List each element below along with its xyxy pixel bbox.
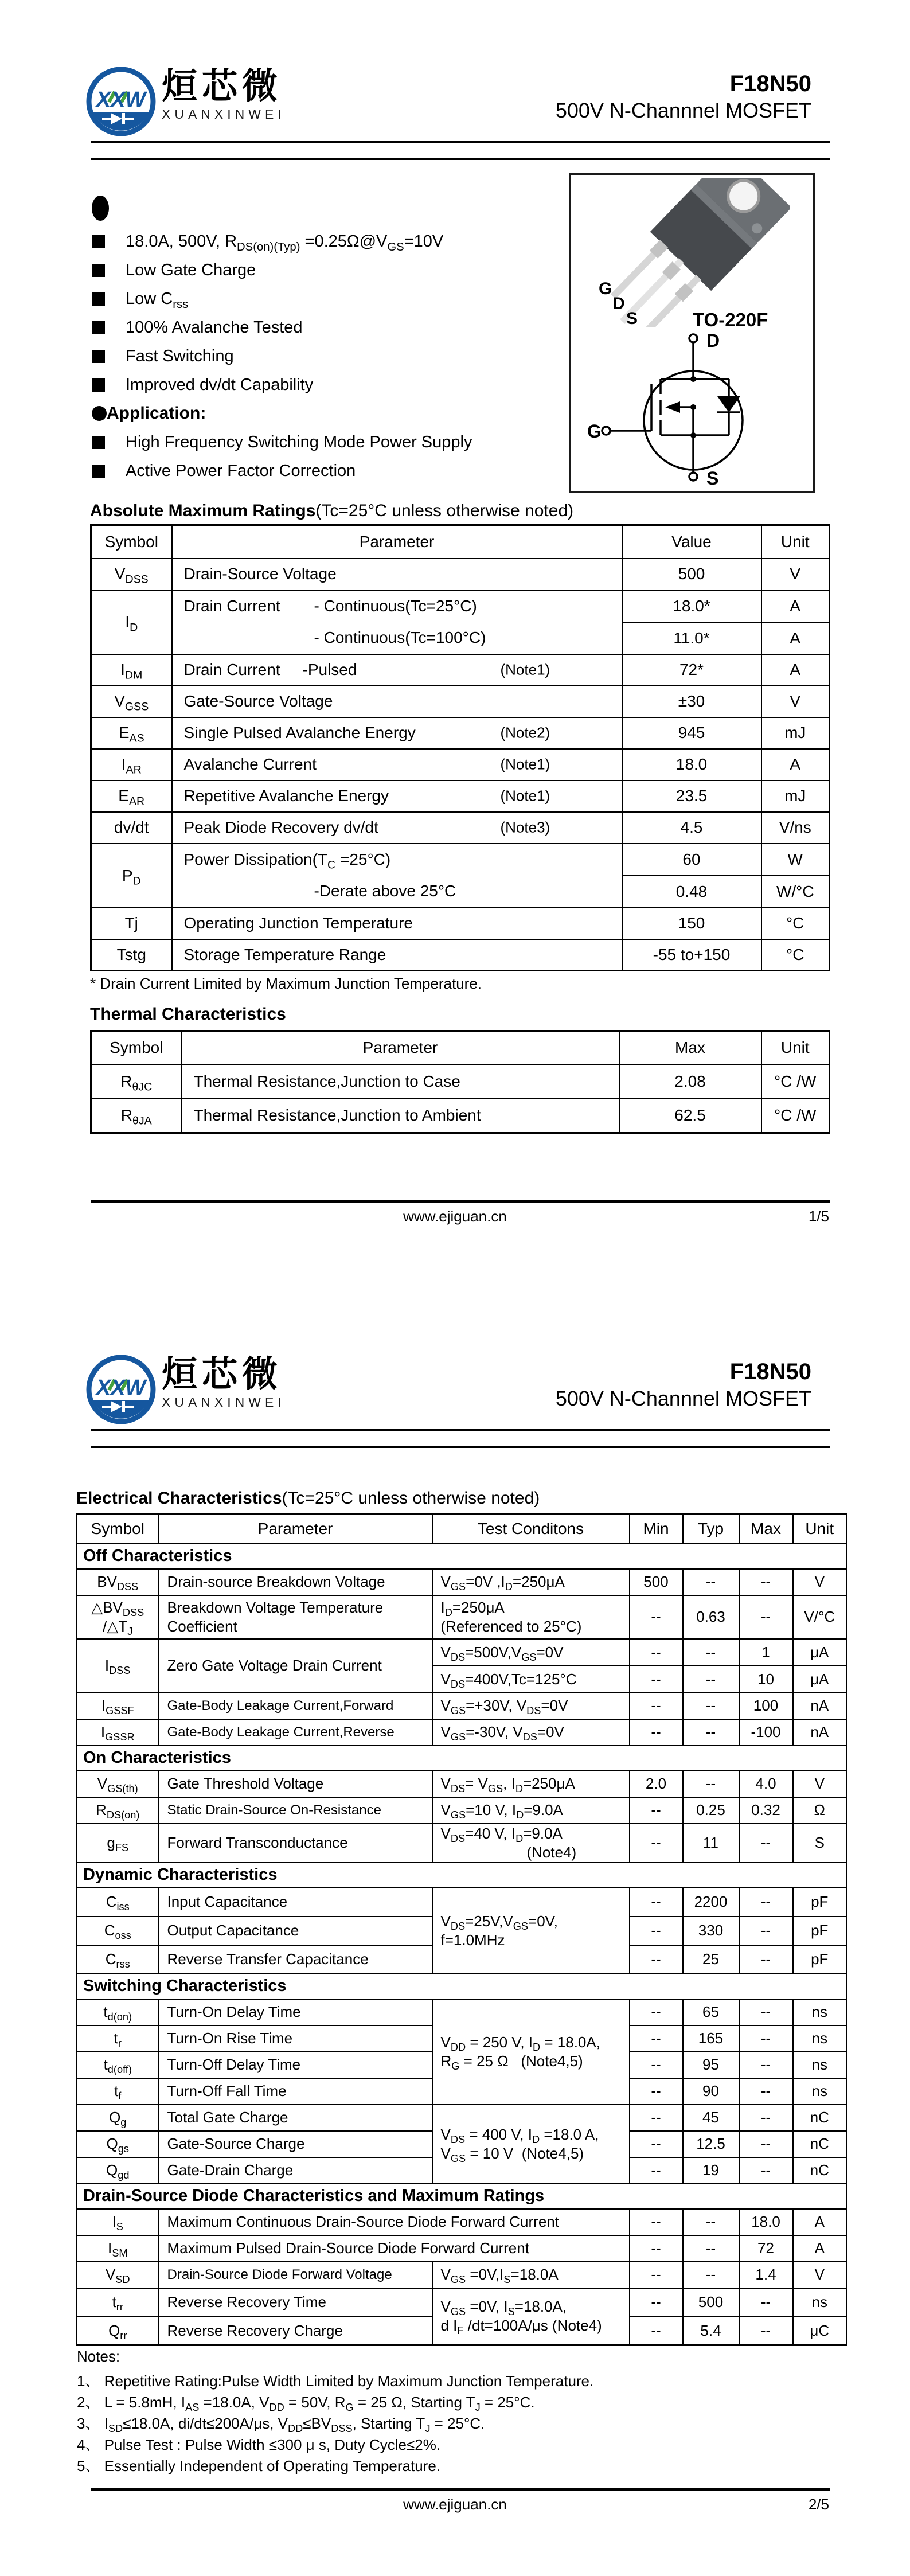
table-row: $V_{SD}$ Drain-Source Diode Forward Voltage $V_{GS} =0V,I_S=18.0A$ -- -- 1.4 V xyxy=(77,2262,847,2288)
brand-text xyxy=(162,67,286,122)
application-header: Application: xyxy=(92,399,562,428)
unit-cell: W/°C xyxy=(761,876,830,908)
table-row xyxy=(91,812,830,844)
feature-item xyxy=(92,342,562,370)
footer-url: www.ejiguan.cn xyxy=(403,2496,507,2513)
unit-cell: mJ xyxy=(761,717,830,749)
symbol-cell: $P_D$ xyxy=(91,844,172,908)
unit-cell: V xyxy=(761,686,830,717)
unit-cell: A xyxy=(761,622,830,654)
feature-text: Fast Switching xyxy=(126,346,234,365)
thermal-characteristics-table xyxy=(90,1030,830,1134)
note-item: 1、 Repetitive Rating:Pulse Width Limited by Maximum Junction Temperature. xyxy=(77,2372,594,2390)
bullet-square-icon xyxy=(92,321,105,334)
application-item xyxy=(92,456,562,485)
table-row xyxy=(91,1064,830,1099)
unit-cell: W xyxy=(761,844,830,876)
col-max: Max xyxy=(619,1031,761,1064)
col-parameter: Parameter xyxy=(182,1031,619,1064)
parameter-cell: Repetitive Avalanche Energy (Note1) xyxy=(172,780,622,812)
col-parameter: Parameter xyxy=(159,1514,432,1544)
col-max: Max xyxy=(739,1514,793,1544)
value-cell: 72* xyxy=(622,654,761,686)
application-text: Active Power Factor Correction xyxy=(126,461,356,480)
table-row: $t_{d(off)}$ Turn-Off Delay Time -- 95 -- ns xyxy=(77,2052,847,2078)
table-row: $BV_{DSS}$ Drain-source Breakdown Voltage $V_{GS}=0V$ $,I_D=250\mu A$ 500 -- -- V xyxy=(77,1569,847,1595)
symbol-cell: $I_D$ xyxy=(91,590,172,654)
symbol-cell: $I_{AR}$ xyxy=(91,749,172,780)
table-row xyxy=(91,1099,830,1133)
table-header-row xyxy=(91,1031,830,1064)
product-subtitle: 500V N-Channnel MOSFET xyxy=(555,1387,811,1410)
bullet-square-icon xyxy=(92,292,105,306)
package-pin-label-d: D xyxy=(612,294,625,313)
parameter-cell: Drain Current -Pulsed (Note1) xyxy=(172,654,622,686)
value-cell: ±30 xyxy=(622,686,761,717)
features-list xyxy=(92,189,562,485)
note-ref: (Note1) xyxy=(500,755,550,773)
parameter-cell: Gate-Source Voltage xyxy=(172,686,622,717)
table-row: $V_{GS(th)}$ Gate Threshold Voltage $V_{DS}= V_{GS}$, $I_D=250\mu A$ 2.0 -- 4.0 V xyxy=(77,1771,847,1797)
electrical-characteristics-table xyxy=(76,1513,847,2346)
bullet-dot-icon xyxy=(92,406,107,421)
footer-rule xyxy=(91,2488,830,2491)
table-row xyxy=(91,654,830,686)
table-row: $I_S$ Maximum Continuous Drain-Source Diode Forward Current -- -- 18.0 A xyxy=(77,2209,847,2235)
value-cell: 23.5 xyxy=(622,780,761,812)
table-row: $C_{iss}$ Input Capacitance $V_{DS}=25V,V_{GS}=0V$, f=1.0MHz -- 2200 -- pF xyxy=(77,1888,847,1917)
header-rule-bottom xyxy=(91,1446,830,1448)
unit-cell: V xyxy=(761,559,830,590)
header-rule-top xyxy=(91,1429,830,1431)
col-symbol: Symbol xyxy=(77,1514,159,1544)
table-header-row xyxy=(91,525,830,559)
abs-max-footnote: * Drain Current Limited by Maximum Junction Temperature. xyxy=(90,975,482,992)
logo-circle-icon xyxy=(86,67,156,136)
feature-text: 100% Avalanche Tested xyxy=(126,318,303,337)
features-bullet xyxy=(92,189,562,227)
unit-cell: °C /W xyxy=(761,1064,830,1099)
section-row-diode-characteristics: Drain-Source Diode Characteristics and Maximum Ratings xyxy=(77,2184,847,2209)
bullet-square-icon xyxy=(92,235,105,248)
note-item: 5、 Essentially Independent of Operating Temperature. xyxy=(77,2457,441,2474)
package-pin-label-g: G xyxy=(599,279,612,298)
note-item: 3、 $I_{SD}\le 18.0A$, di/dt≤200A/μs, $V_{DD}\le BV_{DSS}$, Starting $T_J = 25^\circ C$. xyxy=(77,2415,485,2435)
symbol-cell: $E_{AR}$ xyxy=(91,780,172,812)
section-row-on-characteristics: On Characteristics xyxy=(77,1746,847,1771)
symbol-pin-g: G xyxy=(587,421,602,442)
value-cell: 4.5 xyxy=(622,812,761,844)
feature-item xyxy=(92,227,562,256)
col-unit: Unit xyxy=(761,525,830,559)
max-cell: 62.5 xyxy=(619,1099,761,1133)
mosfet-symbol xyxy=(587,329,799,490)
abs-max-title: Absolute Maximum Ratings(Tc=25°C unless otherwise noted) xyxy=(90,501,574,520)
brand-name-en: XUANXINWEI xyxy=(162,107,286,122)
table-row xyxy=(91,939,830,971)
unit-cell: A xyxy=(761,749,830,780)
feature-item xyxy=(92,370,562,399)
parameter-cell: Drain Current - Continuous(Tc=25°C) - Continuous(Tc=100°C) xyxy=(172,590,622,654)
table-row: $t_{d(on)}$ Turn-On Delay Time $V_{DD} = 250$ V, $I_D = 18.0A$, $R_G = 25$ Ω (Note4,5) -- 65 -- ns xyxy=(77,1999,847,2025)
col-test-conditions: Test Conditons xyxy=(432,1514,630,1544)
section-row-off-characteristics: Off Characteristics xyxy=(77,1544,847,1569)
value-cell: 0.48 xyxy=(622,876,761,908)
parameter-cell: Drain-Source Voltage xyxy=(172,559,622,590)
value-cell: -55 to+150 xyxy=(622,939,761,971)
package-box xyxy=(569,173,815,493)
table-row: $t_{rr}$ Reverse Recovery Time $V_{GS} =0V$, $I_S=18.0A$, d $I_F$ /dt=100A/μs (Note4) -- 500 -- ns xyxy=(77,2288,847,2317)
symbol-cell: dv/dt xyxy=(91,812,172,844)
elec-title: Electrical Characteristics(Tc=25°C unless otherwise noted) xyxy=(76,1489,540,1508)
feature-item xyxy=(92,256,562,284)
symbol-cell: $R_{\theta JA}$ xyxy=(91,1099,182,1133)
unit-cell: mJ xyxy=(761,780,830,812)
col-symbol: Symbol xyxy=(91,1031,182,1064)
section-row-switching-characteristics: Switching Characteristics xyxy=(77,1974,847,1999)
table-row: $\triangle BV_{DSS}$ $/\triangle T_J$ Breakdown Voltage Temperature Coefficient $I_D=250\mu A$ (Referenced to 25°C) -- 0.63 -- V/°C xyxy=(77,1595,847,1639)
part-number: F18N50 xyxy=(729,1359,811,1384)
table-row: $t_f$ Turn-Off Fall Time -- 90 -- ns xyxy=(77,2078,847,2105)
feature-text: 18.0A, 500V, $R_{DS(on)(Typ)}$ $=0.25\Omega@V_{GS}=10V$ xyxy=(126,232,444,253)
table-row: $C_{rss}$ Reverse Transfer Capacitance -- 25 -- pF xyxy=(77,1945,847,1974)
table-row: $Q_{gd}$ Gate-Drain Charge -- 19 -- nC xyxy=(77,2157,847,2184)
unit-cell: °C /W xyxy=(761,1099,830,1133)
document-title-block xyxy=(556,70,811,124)
symbol-cell: $E_{AS}$ xyxy=(91,717,172,749)
bullet-square-icon xyxy=(92,465,105,478)
table-row: $V_{DS}=400V,Tc=125^\circ C$ -- -- 10 μA xyxy=(77,1666,847,1693)
symbol-cell: Tstg xyxy=(91,939,172,971)
parameter-cell: Power $Dissipation(T_C =25^\circ C)$ -Derate above 25°C xyxy=(172,844,622,908)
datasheet-page-2 xyxy=(0,1288,910,2576)
table-row xyxy=(91,717,830,749)
company-logo xyxy=(86,67,286,136)
symbol-pin-d: D xyxy=(706,330,720,351)
package-name: TO-220F xyxy=(693,309,768,330)
symbol-cell: $R_{\theta JC}$ xyxy=(91,1064,182,1099)
company-logo xyxy=(86,1355,286,1424)
value-cell: 60 xyxy=(622,844,761,876)
table-row: $I_{SM}$ Maximum Pulsed Drain-Source Diode Forward Current -- -- 72 A xyxy=(77,2235,847,2262)
value-cell: 11.0* xyxy=(622,622,761,654)
brand-name-zh: 烜芯微 xyxy=(162,1355,283,1394)
unit-cell: V/ns xyxy=(761,812,830,844)
feature-item xyxy=(92,313,562,342)
table-row: $I_{DSS}$ Zero Gate Voltage Drain Current $V_{DS}=500V,V_{GS}=0V$ -- -- 1 μA xyxy=(77,1639,847,1666)
value-cell: 945 xyxy=(622,717,761,749)
note-ref: (Note3) xyxy=(500,818,550,836)
footer-url: www.ejiguan.cn xyxy=(403,1208,507,1225)
logo-monogram: XXW xyxy=(96,1376,146,1400)
symbol-cell: Tj xyxy=(91,908,172,939)
table-row xyxy=(91,686,830,717)
table-row: $g_{FS}$ Forward Transconductance $V_{DS}=40$ V, $I_D=9.0A$ (Note4) -- 11 -- S xyxy=(77,1824,847,1863)
application-item xyxy=(92,428,562,456)
parameter-cell: Single Pulsed Avalanche Energy (Note2) xyxy=(172,717,622,749)
document-title-block xyxy=(556,1358,811,1412)
note-ref: (Note2) xyxy=(500,724,550,741)
table-row xyxy=(91,749,830,780)
col-value: Value xyxy=(622,525,761,559)
table-row: $Q_{gs}$ Gate-Source Charge -- 12.5 -- nC xyxy=(77,2131,847,2157)
unit-cell: °C xyxy=(761,939,830,971)
note-item: 2、 L = 5.8mH, $I_{AS} =18.0A$, $V_{DD} = 50V$, $R_G = 25$ Ω, Starting $T_J = 25^\circ C$. xyxy=(77,2394,535,2414)
feature-text: Low Gate Charge xyxy=(126,260,256,279)
unit-cell: °C xyxy=(761,908,830,939)
header-rule-bottom xyxy=(91,158,830,160)
notes-list xyxy=(77,2370,593,2476)
table-row: $I_{GSSR}$ Gate-Body Leakage Current,Reverse $V_{GS}=-30V$, $V_{DS}=0V$ -- -- -100 nA xyxy=(77,1719,847,1746)
table-row: $Q_g$ Total Gate Charge $V_{DS} = 400$ V, $I_D =18.0$ A, $V_{GS} = 10$ V (Note4,5) -- 45 -- nC xyxy=(77,2105,847,2131)
col-typ: Typ xyxy=(683,1514,739,1544)
table-row: $t_r$ Turn-On Rise Time -- 165 -- ns xyxy=(77,2025,847,2052)
bullet-square-icon xyxy=(92,378,105,392)
feature-text: Improved dv/dt Capability xyxy=(126,375,314,394)
footer-page-number: 1/5 xyxy=(808,1208,829,1225)
part-number: F18N50 xyxy=(729,71,811,96)
col-symbol: Symbol xyxy=(91,525,172,559)
value-cell: 18.0* xyxy=(622,590,761,622)
logo-monogram: XXW xyxy=(96,88,146,112)
header-rule-top xyxy=(91,141,830,143)
notes-label: Notes: xyxy=(77,2348,120,2365)
parameter-cell: Peak Diode Recovery dv/dt (Note3) xyxy=(172,812,622,844)
parameter-cell: Thermal Resistance,Junction to Ambient xyxy=(182,1099,619,1133)
bullet-square-icon xyxy=(92,350,105,363)
bullet-square-icon xyxy=(92,436,105,449)
table-row: $Q_{rr}$ Reverse Recovery Charge -- 5.4 -- μC xyxy=(77,2317,847,2345)
bullet-square-icon xyxy=(92,264,105,277)
absolute-max-ratings-table xyxy=(90,524,830,971)
table-row xyxy=(91,559,830,590)
symbol-cell: $V_{GSS}$ xyxy=(91,686,172,717)
footer-rule xyxy=(91,1200,830,1203)
package-pin-label-s: S xyxy=(626,309,638,328)
table-row xyxy=(91,590,830,622)
value-cell: 18.0 xyxy=(622,749,761,780)
note-ref: (Note1) xyxy=(500,787,550,805)
bullet-dot-icon xyxy=(92,196,109,221)
brand-text xyxy=(162,1355,286,1410)
symbol-cell: $V_{DSS}$ xyxy=(91,559,172,590)
parameter-cell: Avalanche Current (Note1) xyxy=(172,749,622,780)
col-parameter: Parameter xyxy=(172,525,622,559)
unit-cell: A xyxy=(761,590,830,622)
table-row: $R_{DS(on)}$ Static Drain-Source On-Resistance $V_{GS}=10$ V, $I_D=9.0A$ -- 0.25 0.32 Ω xyxy=(77,1797,847,1824)
brand-name-zh: 烜芯微 xyxy=(162,67,283,106)
table-row: $I_{GSSF}$ Gate-Body Leakage Current,Forward $V_{GS}=+30V$, $V_{DS}=0V$ -- -- 100 nA xyxy=(77,1693,847,1719)
application-text: High Frequency Switching Mode Power Supply xyxy=(126,432,472,451)
product-subtitle: 500V N-Channnel MOSFET xyxy=(555,99,811,122)
parameter-cell: Operating Junction Temperature xyxy=(172,908,622,939)
note-ref: (Note1) xyxy=(500,661,550,678)
parameter-cell: Storage Temperature Range xyxy=(172,939,622,971)
table-row xyxy=(91,908,830,939)
brand-name-en: XUANXINWEI xyxy=(162,1395,286,1410)
feature-item xyxy=(92,284,562,313)
table-header-row xyxy=(77,1514,847,1544)
value-cell: 150 xyxy=(622,908,761,939)
unit-cell: A xyxy=(761,654,830,686)
footer-page-number: 2/5 xyxy=(808,2496,829,2513)
symbol-cell: $I_{DM}$ xyxy=(91,654,172,686)
to220f-package-photo xyxy=(577,178,806,327)
value-cell: 500 xyxy=(622,559,761,590)
feature-text: Low $C_{rss}$ xyxy=(126,289,189,311)
col-unit: Unit xyxy=(793,1514,847,1544)
parameter-cell: Thermal Resistance,Junction to Case xyxy=(182,1064,619,1099)
col-unit: Unit xyxy=(761,1031,830,1064)
logo-circle-icon xyxy=(86,1355,156,1424)
table-row: $C_{oss}$ Output Capacitance -- 330 -- pF xyxy=(77,1917,847,1945)
table-row xyxy=(91,780,830,812)
thermal-title: Thermal Characteristics xyxy=(90,1005,286,1024)
symbol-pin-s: S xyxy=(706,468,719,489)
max-cell: 2.08 xyxy=(619,1064,761,1099)
table-row xyxy=(91,844,830,876)
note-item: 4、 Pulse Test : Pulse Width ≤300 μ s, Duty Cycle≤2%. xyxy=(77,2436,441,2453)
col-min: Min xyxy=(630,1514,683,1544)
section-row-dynamic-characteristics: Dynamic Characteristics xyxy=(77,1863,847,1888)
